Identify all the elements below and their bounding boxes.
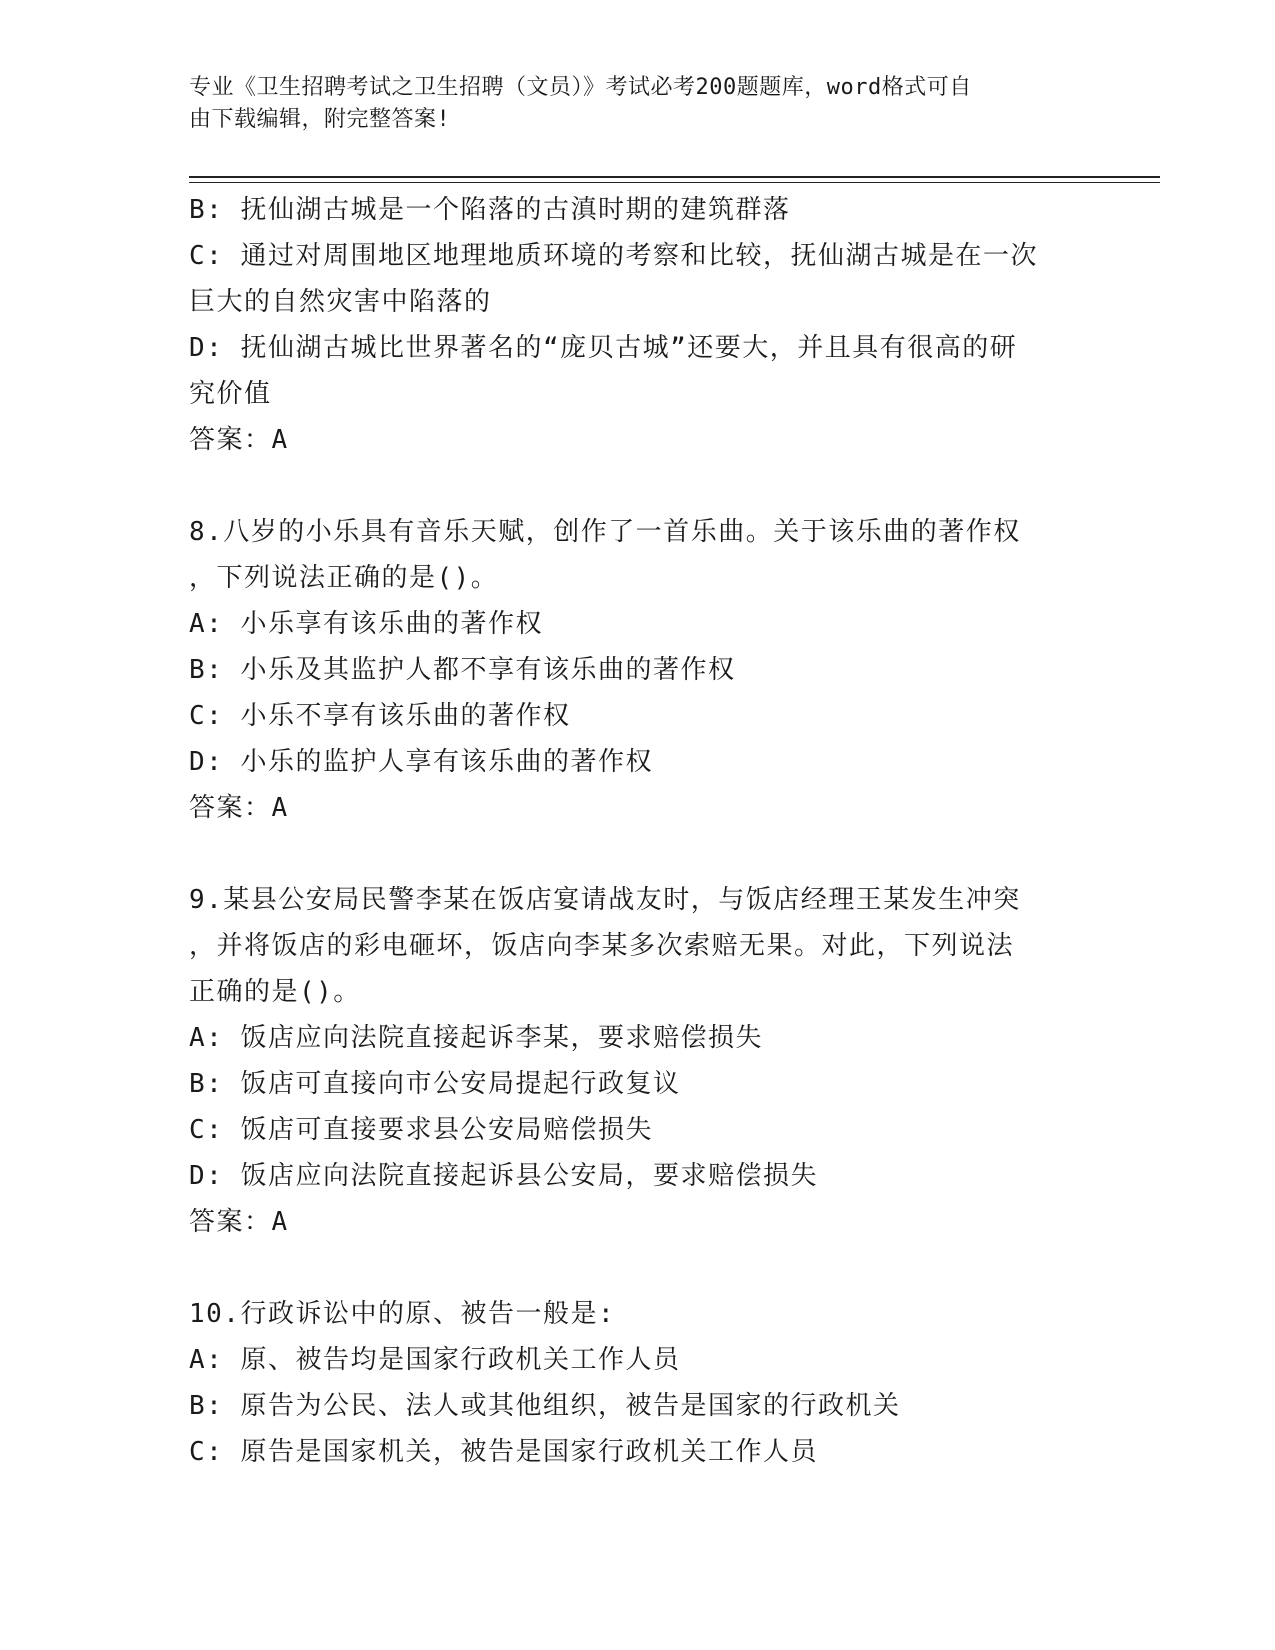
question-stem: 8.八岁的小乐具有音乐天赋，创作了一首乐曲。关于该乐曲的著作权 bbox=[189, 517, 1021, 547]
question-stem: 9.某县公安局民警李某在饭店宴请战友时，与饭店经理王某发生冲突 bbox=[189, 885, 1021, 915]
question-7-tail bbox=[189, 187, 1089, 463]
option-d: D: 抚仙湖古城比世界著名的“庞贝古城”还要大，并且具有很高的研 bbox=[189, 333, 1018, 363]
question-8 bbox=[189, 509, 1089, 831]
question-stem: 10.行政诉讼中的原、被告一般是: bbox=[189, 1299, 616, 1329]
option-a: A: 小乐享有该乐曲的著作权 bbox=[189, 609, 543, 639]
option-d: D: 小乐的监护人享有该乐曲的著作权 bbox=[189, 747, 653, 777]
question-10 bbox=[189, 1291, 1089, 1475]
question-stem-continued: 正确的是()。 bbox=[189, 977, 361, 1007]
answer-label: 答案： bbox=[189, 1207, 272, 1237]
option-c: C: 饭店可直接要求县公安局赔偿损失 bbox=[189, 1115, 653, 1145]
answer-label: 答案： bbox=[189, 793, 272, 823]
answer-label: 答案： bbox=[189, 425, 272, 455]
answer-value: A bbox=[271, 1207, 289, 1237]
option-d: D: 饭店应向法院直接起诉县公安局，要求赔偿损失 bbox=[189, 1161, 818, 1191]
option-b: B: 饭店可直接向市公安局提起行政复议 bbox=[189, 1069, 681, 1099]
option-c: C: 通过对周围地区地理地质环境的考察和比较，抚仙湖古城是在一次 bbox=[189, 241, 1038, 271]
question-stem-continued: ，下列说法正确的是()。 bbox=[189, 563, 499, 593]
question-gap bbox=[189, 831, 1089, 877]
option-c: C: 小乐不享有该乐曲的著作权 bbox=[189, 701, 571, 731]
question-9 bbox=[189, 877, 1089, 1245]
answer bbox=[189, 1199, 1089, 1245]
option-c: C: 原告是国家机关，被告是国家行政机关工作人员 bbox=[189, 1437, 818, 1467]
option-b: B: 抚仙湖古城是一个陷落的古滇时期的建筑群落 bbox=[189, 195, 791, 225]
option-d-continued: 究价值 bbox=[189, 379, 272, 409]
answer-value: A bbox=[271, 425, 289, 455]
option-b: B: 小乐及其监护人都不享有该乐曲的著作权 bbox=[189, 655, 736, 685]
option-a: A: 饭店应向法院直接起诉李某，要求赔偿损失 bbox=[189, 1023, 763, 1053]
header-rule-thin bbox=[189, 182, 1160, 183]
option-b: B: 原告为公民、法人或其他组织，被告是国家的行政机关 bbox=[189, 1391, 901, 1421]
answer bbox=[189, 785, 1089, 831]
question-gap bbox=[189, 1245, 1089, 1291]
answer-value: A bbox=[271, 793, 289, 823]
header-line-1: 专业《卫生招聘考试之卫生招聘（文员）》考试必考200题题库，word格式可自 bbox=[189, 75, 972, 100]
question-stem-continued: ，并将饭店的彩电砸坏，饭店向李某多次索赔无果。对此，下列说法 bbox=[189, 931, 1015, 961]
question-list bbox=[189, 187, 1089, 1475]
option-a: A: 原、被告均是国家行政机关工作人员 bbox=[189, 1345, 681, 1375]
header-rule-thick bbox=[189, 176, 1160, 178]
answer bbox=[189, 417, 1089, 463]
option-c-continued: 巨大的自然灾害中陷落的 bbox=[189, 287, 492, 317]
document-header bbox=[189, 72, 1089, 136]
question-gap bbox=[189, 463, 1089, 509]
header-line-2: 由下载编辑，附完整答案! bbox=[189, 107, 451, 132]
